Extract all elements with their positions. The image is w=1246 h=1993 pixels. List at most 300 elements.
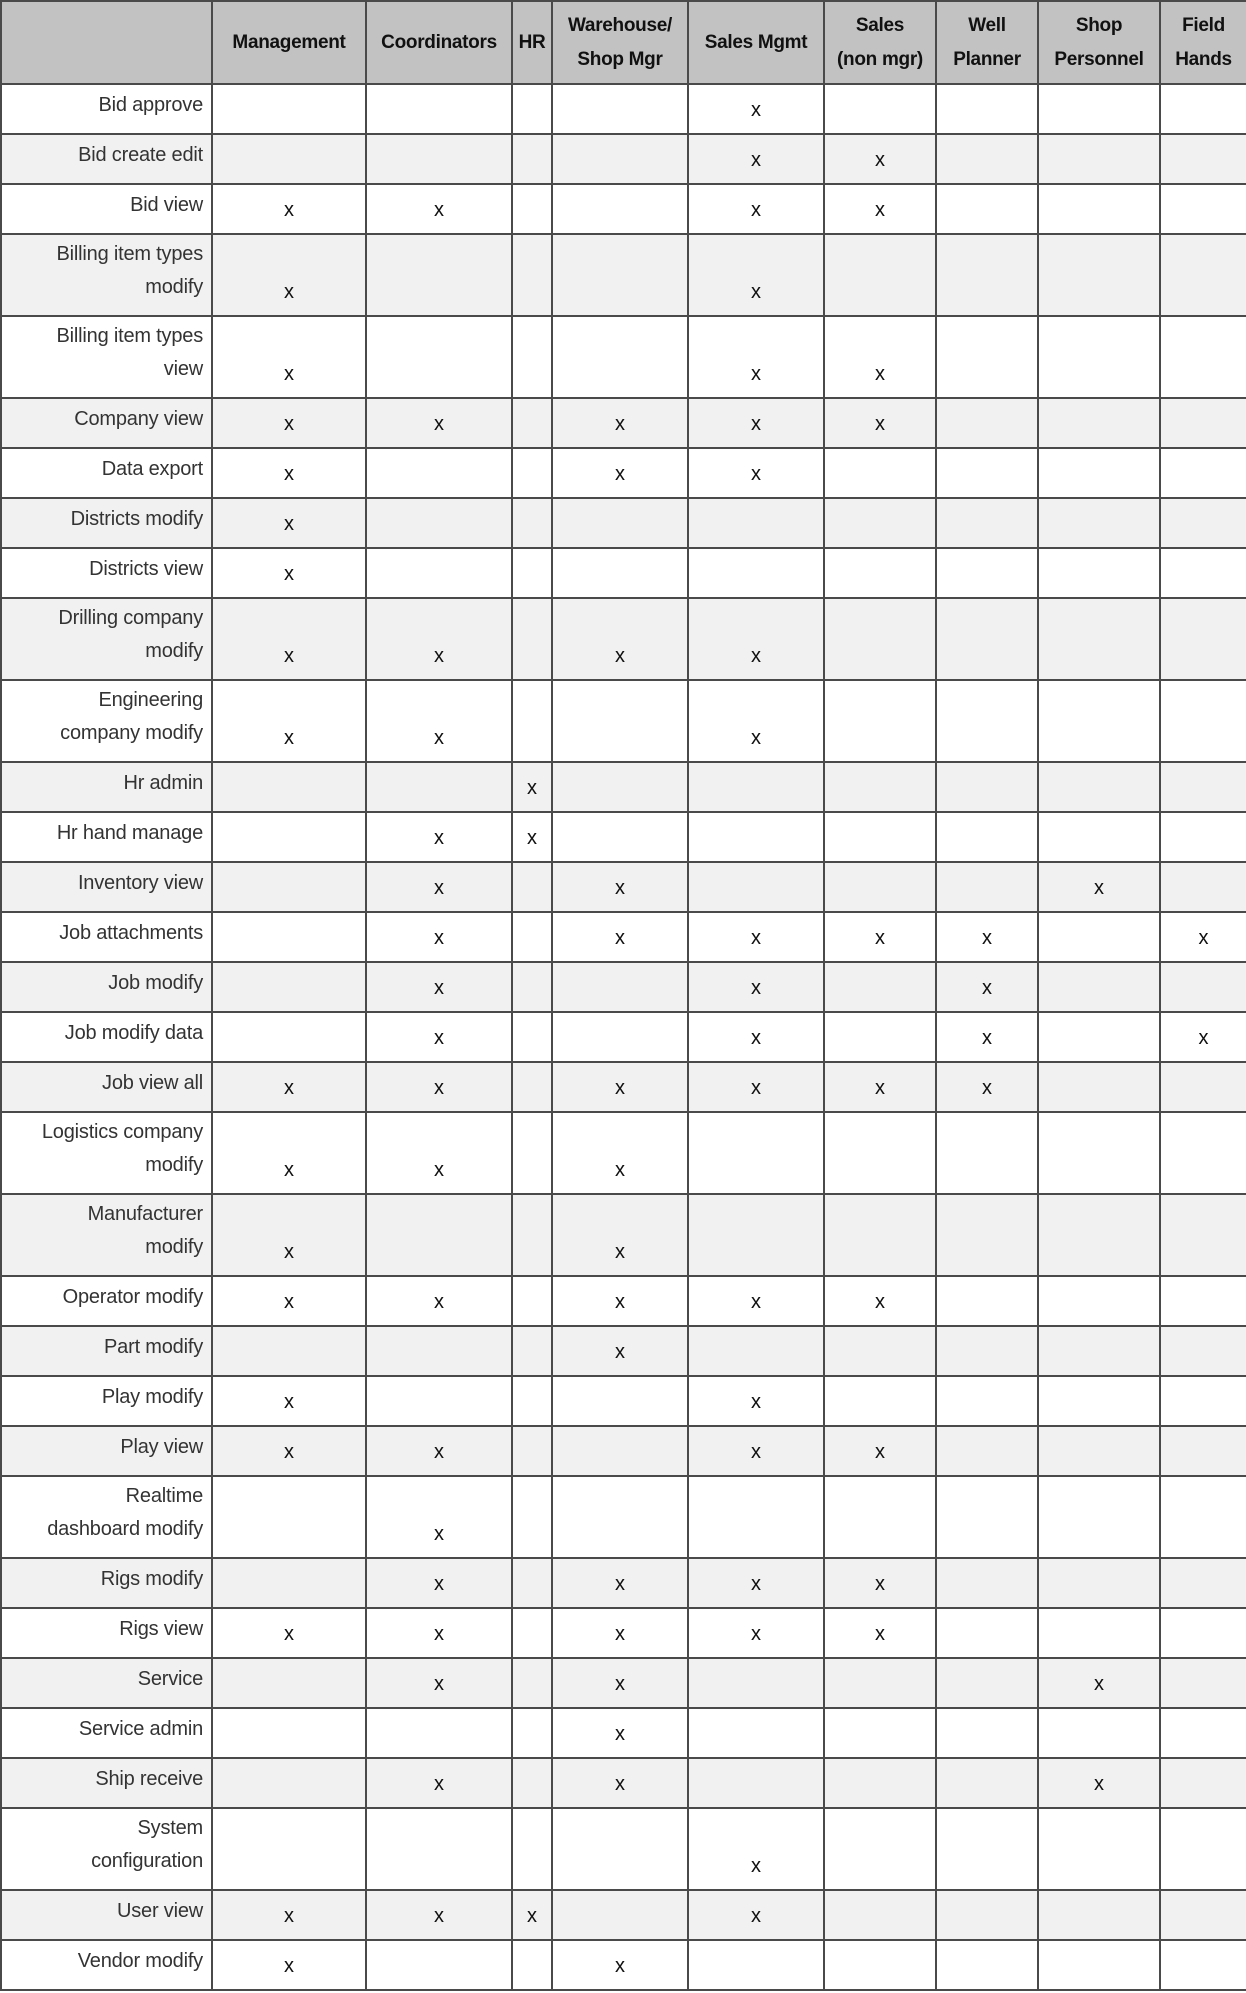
permission-cell-sales-non-mgr — [824, 1890, 936, 1940]
permission-cell-sales-non-mgr — [824, 598, 936, 680]
permission-cell-management — [212, 912, 366, 962]
permission-cell-management: x — [212, 548, 366, 598]
permission-name-line: modify — [145, 276, 203, 298]
permission-cell-coordinators — [366, 448, 512, 498]
permission-cell-shop-personnel — [1038, 912, 1160, 962]
permission-cell-hr — [512, 1608, 552, 1658]
table-row — [1, 1426, 1246, 1476]
permission-name-line: company modify — [60, 722, 203, 744]
permission-cell-hr — [512, 548, 552, 598]
permission-cell-field-hands — [1160, 448, 1246, 498]
permission-cell-shop-personnel — [1038, 1276, 1160, 1326]
permission-cell-warehouse-shop-mgr: x — [552, 1326, 688, 1376]
permission-cell-well-planner — [936, 1708, 1038, 1758]
column-header-label: Sales Mgmt — [704, 31, 808, 53]
permission-name — [1, 812, 212, 862]
permission-cell-sales-mgmt — [688, 1112, 824, 1194]
permission-cell-well-planner — [936, 1758, 1038, 1808]
permission-cell-field-hands — [1160, 548, 1246, 598]
table-row — [1, 1940, 1246, 1990]
column-header-coordinators — [366, 1, 512, 84]
permission-cell-warehouse-shop-mgr — [552, 184, 688, 234]
permission-cell-sales-non-mgr — [824, 1112, 936, 1194]
column-header-label: Field — [1182, 14, 1225, 36]
table-row — [1, 812, 1246, 862]
table-body — [1, 84, 1246, 1990]
permission-cell-well-planner — [936, 548, 1038, 598]
permission-cell-sales-non-mgr: x — [824, 1062, 936, 1112]
permission-name-line: view — [163, 358, 203, 380]
permission-name-line: Job attachments — [59, 922, 203, 944]
column-header-shop-personnel — [1038, 1, 1160, 84]
permission-cell-warehouse-shop-mgr — [552, 548, 688, 598]
permission-cell-coordinators: x — [366, 1658, 512, 1708]
permission-cell-sales-non-mgr: x — [824, 1558, 936, 1608]
permission-cell-well-planner — [936, 1558, 1038, 1608]
permission-cell-hr — [512, 912, 552, 962]
permission-cell-hr: x — [512, 812, 552, 862]
permission-cell-well-planner — [936, 1940, 1038, 1990]
permission-cell-field-hands — [1160, 1112, 1246, 1194]
permission-name-line: Company view — [74, 408, 203, 430]
permission-cell-sales-mgmt — [688, 1658, 824, 1708]
table-row — [1, 1808, 1246, 1890]
column-header-management — [212, 1, 366, 84]
column-header-label: Shop — [1075, 14, 1123, 36]
table-row — [1, 498, 1246, 548]
permission-name-line: Billing item types — [56, 325, 203, 347]
permission-cell-field-hands — [1160, 962, 1246, 1012]
permission-cell-shop-personnel — [1038, 1326, 1160, 1376]
permission-cell-hr — [512, 84, 552, 134]
column-header-label: HR — [518, 31, 546, 53]
permission-cell-field-hands — [1160, 598, 1246, 680]
column-header-label: Hands — [1175, 48, 1232, 70]
permission-cell-coordinators — [366, 234, 512, 316]
table-row — [1, 234, 1246, 316]
permission-cell-well-planner — [936, 448, 1038, 498]
permission-name-line: Operator modify — [62, 1286, 203, 1308]
permission-cell-management: x — [212, 1194, 366, 1276]
permission-cell-sales-non-mgr — [824, 1758, 936, 1808]
permission-cell-warehouse-shop-mgr: x — [552, 1276, 688, 1326]
column-header-sales-non-mgr — [824, 1, 936, 84]
permission-cell-sales-non-mgr — [824, 84, 936, 134]
permission-name — [1, 1062, 212, 1112]
column-header-label: Coordinators — [381, 31, 497, 53]
table-row — [1, 1012, 1246, 1062]
permission-cell-sales-non-mgr: x — [824, 1426, 936, 1476]
permission-cell-coordinators — [366, 1194, 512, 1276]
permission-cell-management: x — [212, 448, 366, 498]
permission-cell-shop-personnel — [1038, 398, 1160, 448]
permission-cell-shop-personnel — [1038, 184, 1160, 234]
permission-cell-sales-mgmt — [688, 812, 824, 862]
permission-cell-warehouse-shop-mgr — [552, 680, 688, 762]
permission-cell-shop-personnel — [1038, 1558, 1160, 1608]
permission-cell-well-planner — [936, 1658, 1038, 1708]
permission-cell-management — [212, 1808, 366, 1890]
permission-cell-sales-mgmt: x — [688, 84, 824, 134]
permission-cell-warehouse-shop-mgr — [552, 812, 688, 862]
permission-name — [1, 762, 212, 812]
permission-cell-well-planner — [936, 316, 1038, 398]
permission-cell-hr — [512, 234, 552, 316]
permission-cell-coordinators: x — [366, 1276, 512, 1326]
column-header-label: Well — [968, 14, 1006, 36]
permission-cell-shop-personnel — [1038, 812, 1160, 862]
permission-cell-field-hands — [1160, 1940, 1246, 1990]
permission-cell-warehouse-shop-mgr — [552, 134, 688, 184]
permission-cell-shop-personnel: x — [1038, 862, 1160, 912]
permission-cell-field-hands — [1160, 398, 1246, 448]
column-header-well-planner — [936, 1, 1038, 84]
permission-cell-well-planner — [936, 1808, 1038, 1890]
permission-name — [1, 1608, 212, 1658]
permission-name-line: Districts modify — [70, 508, 203, 530]
permission-cell-warehouse-shop-mgr — [552, 1426, 688, 1476]
permission-cell-well-planner — [936, 398, 1038, 448]
permission-cell-sales-mgmt: x — [688, 398, 824, 448]
permission-cell-hr — [512, 1476, 552, 1558]
column-header-field-hands — [1160, 1, 1246, 84]
permission-cell-field-hands — [1160, 762, 1246, 812]
permission-cell-sales-mgmt — [688, 1758, 824, 1808]
permission-cell-coordinators: x — [366, 1426, 512, 1476]
permission-cell-warehouse-shop-mgr — [552, 84, 688, 134]
permission-cell-hr — [512, 1376, 552, 1426]
permission-cell-well-planner — [936, 1276, 1038, 1326]
permission-cell-coordinators: x — [366, 598, 512, 680]
permission-cell-well-planner — [936, 184, 1038, 234]
permission-cell-shop-personnel — [1038, 498, 1160, 548]
permission-cell-warehouse-shop-mgr — [552, 498, 688, 548]
permission-cell-shop-personnel — [1038, 134, 1160, 184]
permission-cell-coordinators: x — [366, 184, 512, 234]
permission-cell-sales-mgmt: x — [688, 1808, 824, 1890]
permission-cell-field-hands — [1160, 84, 1246, 134]
permission-name-line: Part modify — [104, 1336, 203, 1358]
permission-name-line: Play modify — [101, 1386, 203, 1408]
table-row — [1, 1476, 1246, 1558]
column-header-label: Warehouse/ — [568, 14, 672, 36]
permission-cell-sales-non-mgr: x — [824, 398, 936, 448]
permission-cell-hr — [512, 1112, 552, 1194]
permission-cell-coordinators: x — [366, 1890, 512, 1940]
permission-cell-warehouse-shop-mgr: x — [552, 1658, 688, 1708]
permission-cell-sales-mgmt — [688, 498, 824, 548]
permission-name — [1, 316, 212, 398]
permission-name-line: modify — [145, 640, 203, 662]
permission-cell-hr — [512, 1558, 552, 1608]
table-row — [1, 1276, 1246, 1326]
permission-name-line: Bid view — [130, 194, 203, 216]
permission-cell-shop-personnel — [1038, 1376, 1160, 1426]
permission-cell-hr — [512, 398, 552, 448]
permission-cell-shop-personnel — [1038, 680, 1160, 762]
permission-cell-shop-personnel — [1038, 1708, 1160, 1758]
permission-cell-sales-mgmt: x — [688, 1376, 824, 1426]
permission-cell-well-planner — [936, 84, 1038, 134]
permission-cell-hr — [512, 1194, 552, 1276]
permission-cell-sales-mgmt: x — [688, 598, 824, 680]
permission-name-line: Manufacturer — [87, 1203, 203, 1225]
permission-cell-field-hands — [1160, 1276, 1246, 1326]
permission-cell-hr — [512, 862, 552, 912]
permission-name-line: User view — [117, 1900, 203, 1922]
permission-name-line: modify — [145, 1154, 203, 1176]
permission-cell-management — [212, 84, 366, 134]
permission-cell-management — [212, 134, 366, 184]
permission-cell-field-hands — [1160, 1758, 1246, 1808]
permission-cell-management: x — [212, 1426, 366, 1476]
permission-cell-management: x — [212, 316, 366, 398]
permission-cell-sales-mgmt: x — [688, 1062, 824, 1112]
permission-cell-coordinators — [366, 1376, 512, 1426]
permission-cell-management: x — [212, 598, 366, 680]
permission-cell-sales-non-mgr — [824, 680, 936, 762]
permission-cell-warehouse-shop-mgr — [552, 1808, 688, 1890]
permission-cell-hr — [512, 1012, 552, 1062]
permission-cell-sales-mgmt — [688, 1476, 824, 1558]
table-row — [1, 1758, 1246, 1808]
permission-name — [1, 1376, 212, 1426]
permission-cell-field-hands — [1160, 234, 1246, 316]
permission-name — [1, 1276, 212, 1326]
permission-cell-sales-non-mgr — [824, 1658, 936, 1708]
permission-name — [1, 498, 212, 548]
permission-cell-field-hands — [1160, 1808, 1246, 1890]
permission-cell-sales-mgmt: x — [688, 234, 824, 316]
permission-cell-sales-non-mgr — [824, 1376, 936, 1426]
table-row — [1, 548, 1246, 598]
permission-name — [1, 548, 212, 598]
permission-cell-hr — [512, 134, 552, 184]
permission-cell-shop-personnel — [1038, 1476, 1160, 1558]
permission-cell-warehouse-shop-mgr: x — [552, 448, 688, 498]
permission-cell-warehouse-shop-mgr — [552, 1890, 688, 1940]
permission-cell-coordinators — [366, 1326, 512, 1376]
permission-cell-sales-non-mgr: x — [824, 1608, 936, 1658]
table-row — [1, 1062, 1246, 1112]
permission-cell-sales-mgmt: x — [688, 1012, 824, 1062]
column-header-label: (non mgr) — [837, 48, 923, 70]
permission-cell-sales-mgmt — [688, 1194, 824, 1276]
permission-cell-hr — [512, 448, 552, 498]
permission-cell-shop-personnel — [1038, 548, 1160, 598]
permission-cell-hr — [512, 1940, 552, 1990]
permission-cell-sales-non-mgr — [824, 234, 936, 316]
permission-cell-sales-mgmt: x — [688, 448, 824, 498]
permission-cell-management — [212, 1758, 366, 1808]
permission-cell-management — [212, 1558, 366, 1608]
permission-name — [1, 680, 212, 762]
permission-cell-shop-personnel — [1038, 448, 1160, 498]
permission-cell-warehouse-shop-mgr — [552, 1476, 688, 1558]
permission-cell-sales-mgmt: x — [688, 184, 824, 234]
permission-cell-well-planner — [936, 1426, 1038, 1476]
table-row — [1, 448, 1246, 498]
permission-cell-sales-non-mgr: x — [824, 316, 936, 398]
permission-name — [1, 1326, 212, 1376]
permission-name-line: Vendor modify — [77, 1950, 203, 1972]
permission-cell-shop-personnel — [1038, 234, 1160, 316]
permission-name-line: Drilling company — [58, 607, 203, 629]
permission-cell-management — [212, 862, 366, 912]
permission-cell-management — [212, 1708, 366, 1758]
permission-cell-warehouse-shop-mgr: x — [552, 1062, 688, 1112]
table-row — [1, 134, 1246, 184]
permission-cell-coordinators: x — [366, 962, 512, 1012]
permission-cell-hr — [512, 1658, 552, 1708]
permission-cell-coordinators: x — [366, 1758, 512, 1808]
permission-cell-warehouse-shop-mgr — [552, 762, 688, 812]
permission-cell-field-hands — [1160, 812, 1246, 862]
permission-cell-coordinators — [366, 316, 512, 398]
permission-name — [1, 1112, 212, 1194]
permission-name-line: modify — [145, 1236, 203, 1258]
permission-cell-shop-personnel — [1038, 1608, 1160, 1658]
permission-cell-coordinators: x — [366, 1112, 512, 1194]
permission-cell-hr — [512, 316, 552, 398]
permission-cell-management — [212, 812, 366, 862]
permission-name-line: Data export — [101, 458, 203, 480]
permission-cell-well-planner — [936, 1476, 1038, 1558]
permission-name-line: Service admin — [78, 1718, 203, 1740]
permission-name — [1, 912, 212, 962]
permission-cell-sales-non-mgr — [824, 1194, 936, 1276]
permission-cell-field-hands: x — [1160, 912, 1246, 962]
permission-name — [1, 1808, 212, 1890]
permission-cell-hr — [512, 1326, 552, 1376]
column-header-corner — [1, 1, 212, 84]
permission-cell-hr — [512, 680, 552, 762]
permission-cell-coordinators — [366, 84, 512, 134]
permission-cell-sales-non-mgr: x — [824, 184, 936, 234]
permission-cell-field-hands — [1160, 680, 1246, 762]
permission-cell-well-planner — [936, 1326, 1038, 1376]
column-header-label: Personnel — [1054, 48, 1144, 70]
permission-cell-management: x — [212, 398, 366, 448]
permission-name — [1, 1758, 212, 1808]
permission-cell-well-planner — [936, 1194, 1038, 1276]
permission-cell-warehouse-shop-mgr — [552, 234, 688, 316]
permission-cell-warehouse-shop-mgr: x — [552, 598, 688, 680]
permission-cell-management — [212, 1012, 366, 1062]
permission-name — [1, 398, 212, 448]
column-header-label: Management — [232, 31, 346, 53]
permission-name-line: Job modify data — [64, 1022, 203, 1044]
permission-cell-coordinators: x — [366, 912, 512, 962]
table-row — [1, 316, 1246, 398]
permission-cell-field-hands — [1160, 862, 1246, 912]
permission-name — [1, 1658, 212, 1708]
permission-cell-shop-personnel: x — [1038, 1658, 1160, 1708]
permission-cell-management — [212, 1476, 366, 1558]
permission-cell-field-hands — [1160, 1558, 1246, 1608]
permission-cell-sales-mgmt: x — [688, 680, 824, 762]
permission-cell-coordinators: x — [366, 812, 512, 862]
table-row — [1, 84, 1246, 134]
permission-cell-coordinators — [366, 1940, 512, 1990]
permission-cell-sales-mgmt: x — [688, 912, 824, 962]
table-row — [1, 1376, 1246, 1426]
permission-cell-well-planner — [936, 762, 1038, 812]
permission-cell-sales-non-mgr — [824, 862, 936, 912]
permission-cell-sales-mgmt: x — [688, 316, 824, 398]
permission-cell-warehouse-shop-mgr: x — [552, 1112, 688, 1194]
permission-cell-sales-mgmt: x — [688, 1276, 824, 1326]
permission-cell-well-planner: x — [936, 1062, 1038, 1112]
permission-name — [1, 1940, 212, 1990]
permission-cell-well-planner — [936, 1376, 1038, 1426]
permission-cell-warehouse-shop-mgr: x — [552, 862, 688, 912]
permission-name-line: Billing item types — [56, 243, 203, 265]
permission-name — [1, 1558, 212, 1608]
permission-cell-well-planner — [936, 812, 1038, 862]
permission-cell-sales-mgmt: x — [688, 1426, 824, 1476]
table-row — [1, 1112, 1246, 1194]
permission-cell-shop-personnel — [1038, 1194, 1160, 1276]
permission-cell-field-hands — [1160, 184, 1246, 234]
permission-cell-shop-personnel — [1038, 762, 1160, 812]
permission-cell-coordinators: x — [366, 1012, 512, 1062]
permission-cell-field-hands — [1160, 1194, 1246, 1276]
permission-name — [1, 1708, 212, 1758]
permission-cell-well-planner — [936, 598, 1038, 680]
permission-cell-coordinators — [366, 498, 512, 548]
permission-cell-sales-non-mgr — [824, 1808, 936, 1890]
permission-cell-sales-non-mgr — [824, 1708, 936, 1758]
permission-cell-sales-non-mgr — [824, 762, 936, 812]
permission-cell-warehouse-shop-mgr: x — [552, 1558, 688, 1608]
permission-name-line: Bid approve — [98, 94, 203, 116]
permission-cell-well-planner — [936, 1608, 1038, 1658]
permission-name-line: Bid create edit — [78, 144, 203, 166]
permission-cell-well-planner — [936, 862, 1038, 912]
permission-cell-coordinators: x — [366, 680, 512, 762]
permission-cell-hr — [512, 1276, 552, 1326]
column-header-warehouse-shop-mgr — [552, 1, 688, 84]
table-row — [1, 184, 1246, 234]
permission-cell-coordinators: x — [366, 862, 512, 912]
permission-name — [1, 84, 212, 134]
permission-cell-warehouse-shop-mgr: x — [552, 398, 688, 448]
permission-cell-hr — [512, 184, 552, 234]
column-header-label: Shop Mgr — [577, 48, 663, 70]
permission-cell-management: x — [212, 1890, 366, 1940]
permission-cell-hr — [512, 1808, 552, 1890]
permission-cell-management — [212, 962, 366, 1012]
permission-name — [1, 1426, 212, 1476]
permission-name-line: Job view all — [102, 1072, 203, 1094]
permission-cell-hr — [512, 498, 552, 548]
permission-cell-field-hands — [1160, 1658, 1246, 1708]
permission-cell-shop-personnel — [1038, 84, 1160, 134]
permission-cell-shop-personnel — [1038, 1012, 1160, 1062]
permission-name — [1, 448, 212, 498]
permission-cell-shop-personnel — [1038, 962, 1160, 1012]
permission-cell-sales-non-mgr — [824, 962, 936, 1012]
table-row — [1, 1326, 1246, 1376]
column-header-hr — [512, 1, 552, 84]
permission-cell-coordinators — [366, 134, 512, 184]
permission-cell-field-hands — [1160, 1062, 1246, 1112]
table-row — [1, 1608, 1246, 1658]
permission-cell-well-planner: x — [936, 962, 1038, 1012]
permission-name-line: System — [137, 1817, 203, 1839]
permission-cell-hr — [512, 1708, 552, 1758]
